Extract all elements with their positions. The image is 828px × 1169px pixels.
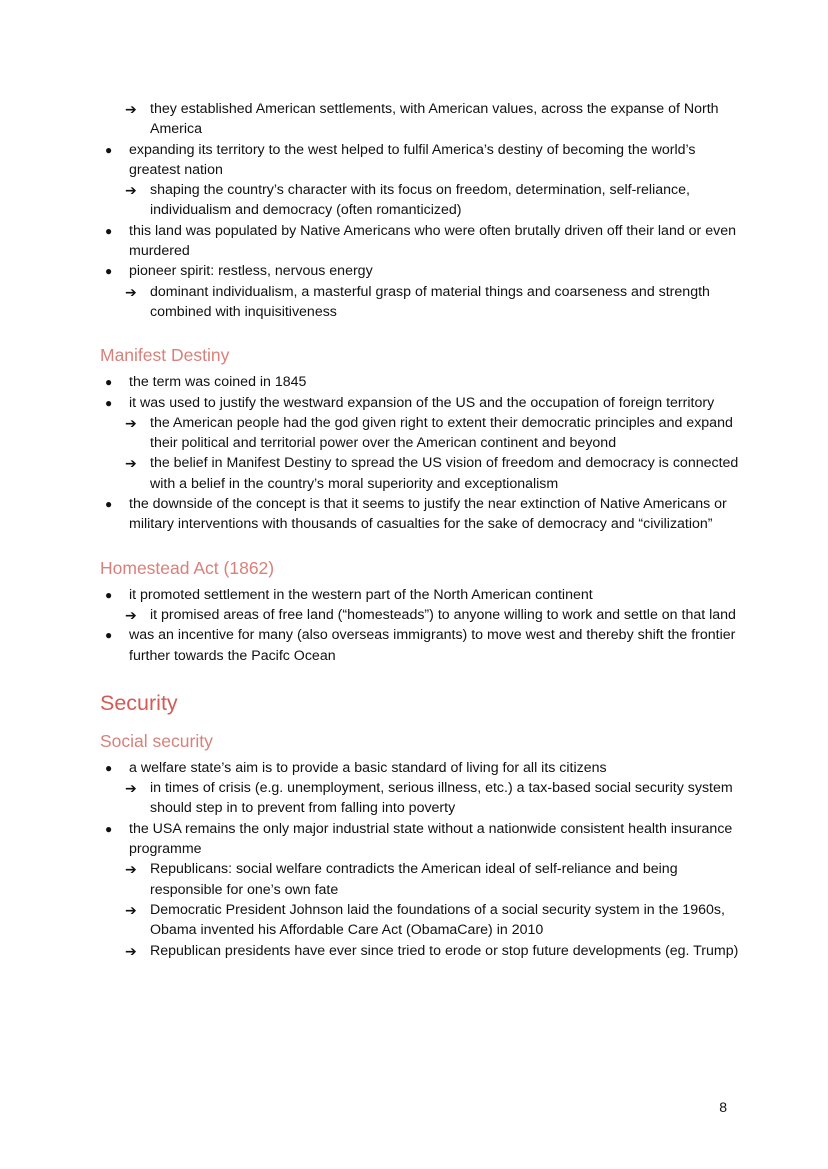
intro-list [100,99,740,322]
arrow-icon: ➔ [125,182,137,199]
social-security-list [100,758,740,961]
section-heading-manifest-destiny: Manifest Destiny [100,345,230,366]
list-item [100,372,740,392]
list-item-text: it promoted settlement in the western part of the North American continent [129,586,593,603]
bullet-icon: ● [105,395,113,410]
list-item-text: this land was populated by Native Americans who were often brutally driven off their land or even murdered [129,222,736,260]
list-item [100,180,740,221]
bullet-icon: ● [105,223,113,238]
list-item [100,625,740,666]
arrow-icon: ➔ [125,861,137,878]
list-item [100,393,740,413]
list-item [100,819,740,860]
list-item [100,859,740,900]
list-item [100,941,740,961]
list-item-text: shaping the country’s character with its focus on freedom, determination, self-reliance, individualism and democracy (often romanticized) [150,182,690,219]
list-item [100,585,740,605]
list-item [100,221,740,262]
arrow-icon: ➔ [125,101,137,117]
list-item [100,140,740,181]
list-item [100,99,740,140]
list-item-text: pioneer spirit: restless, nervous energy [129,263,373,280]
arrow-icon: ➔ [125,901,137,918]
arrow-icon: ➔ [125,455,137,472]
list-item-text: the belief in Manifest Destiny to spread the US vision of freedom and democracy is connected with a belief in the country’s moral superiority and exceptionalism [150,455,739,492]
arrow-icon: ➔ [125,283,137,300]
list-item [100,494,740,535]
list-item-text: a welfare state’s aim is to provide a basic standard of living for all its citizens [129,759,607,776]
list-item [100,605,740,625]
bullet-icon: ● [105,760,113,775]
list-item-text: in times of crisis (e.g. unemployment, serious illness, etc.) a tax-based social security system should step in to prevent from falling into poverty [150,780,733,817]
arrow-icon: ➔ [125,606,137,623]
list-item [100,758,740,778]
bullet-icon: ● [105,497,113,512]
section-heading-social-security: Social security [100,730,213,751]
list-item [100,453,740,494]
bullet-icon: ● [105,264,113,279]
list-item-text: was an incentive for many (also overseas immigrants) to move west and thereby shift the frontier further towards the Pacifc Ocean [129,627,736,664]
list-item-text: Democratic President Johnson laid the foundations of a social security system in the 1960s, Obama invented his Affordable Care Act (ObamaCare) in 2010 [150,901,725,939]
list-item-text: Republicans: social welfare contradicts the American ideal of self-reliance and being responsible for one’s own fate [150,861,678,898]
list-item-text: they established American settlements, with American values, across the expanse of North America [150,101,719,138]
page-content [100,99,740,961]
bullet-icon: ● [105,628,113,643]
section-heading-homestead-act: Homestead Act (1862) [100,557,275,578]
list-item [100,261,740,281]
list-item-text: the USA remains the only major industrial state without a nationwide consistent health insurance programme [129,820,733,858]
list-item-text: it was used to justify the westward expansion of the US and the occupation of foreign territory [129,394,715,411]
bullet-icon: ● [105,587,113,602]
list-item-text: the American people had the god given right to extent their democratic principles and expand their political and territorial power over the American continent and beyond [150,414,733,452]
list-item-text: the term was coined in 1845 [129,374,307,391]
chapter-heading-security: Security [100,690,178,715]
bullet-icon: ● [105,142,113,157]
bullet-icon: ● [105,821,113,836]
list-item [100,778,740,819]
homestead-act-list [100,585,740,666]
list-item [100,413,740,454]
list-item-text: Republican presidents have ever since tried to erode or stop future developments (eg. Trump) [150,942,739,959]
page-number: 8 [719,1099,727,1115]
arrow-icon: ➔ [125,942,137,959]
list-item-text: the downside of the concept is that it seems to justify the near extinction of Native Americans or military interventions with thousands of casualties for the sake of democracy and “civilization” [129,496,727,533]
list-item [100,900,740,941]
list-item-text: it promised areas of free land (“homesteads”) to anyone willing to work and settle on that land [150,606,736,623]
list-item-text: expanding its territory to the west helped to fulfil America’s destiny of becoming the world’s greatest nation [129,141,696,178]
bullet-icon: ● [105,375,113,390]
manifest-destiny-list [100,372,740,534]
list-item-text: dominant individualism, a masterful grasp of material things and coarseness and strength combined with inquisitiveness [150,283,710,320]
arrow-icon: ➔ [125,414,137,431]
arrow-icon: ➔ [125,780,137,797]
list-item [100,282,740,323]
